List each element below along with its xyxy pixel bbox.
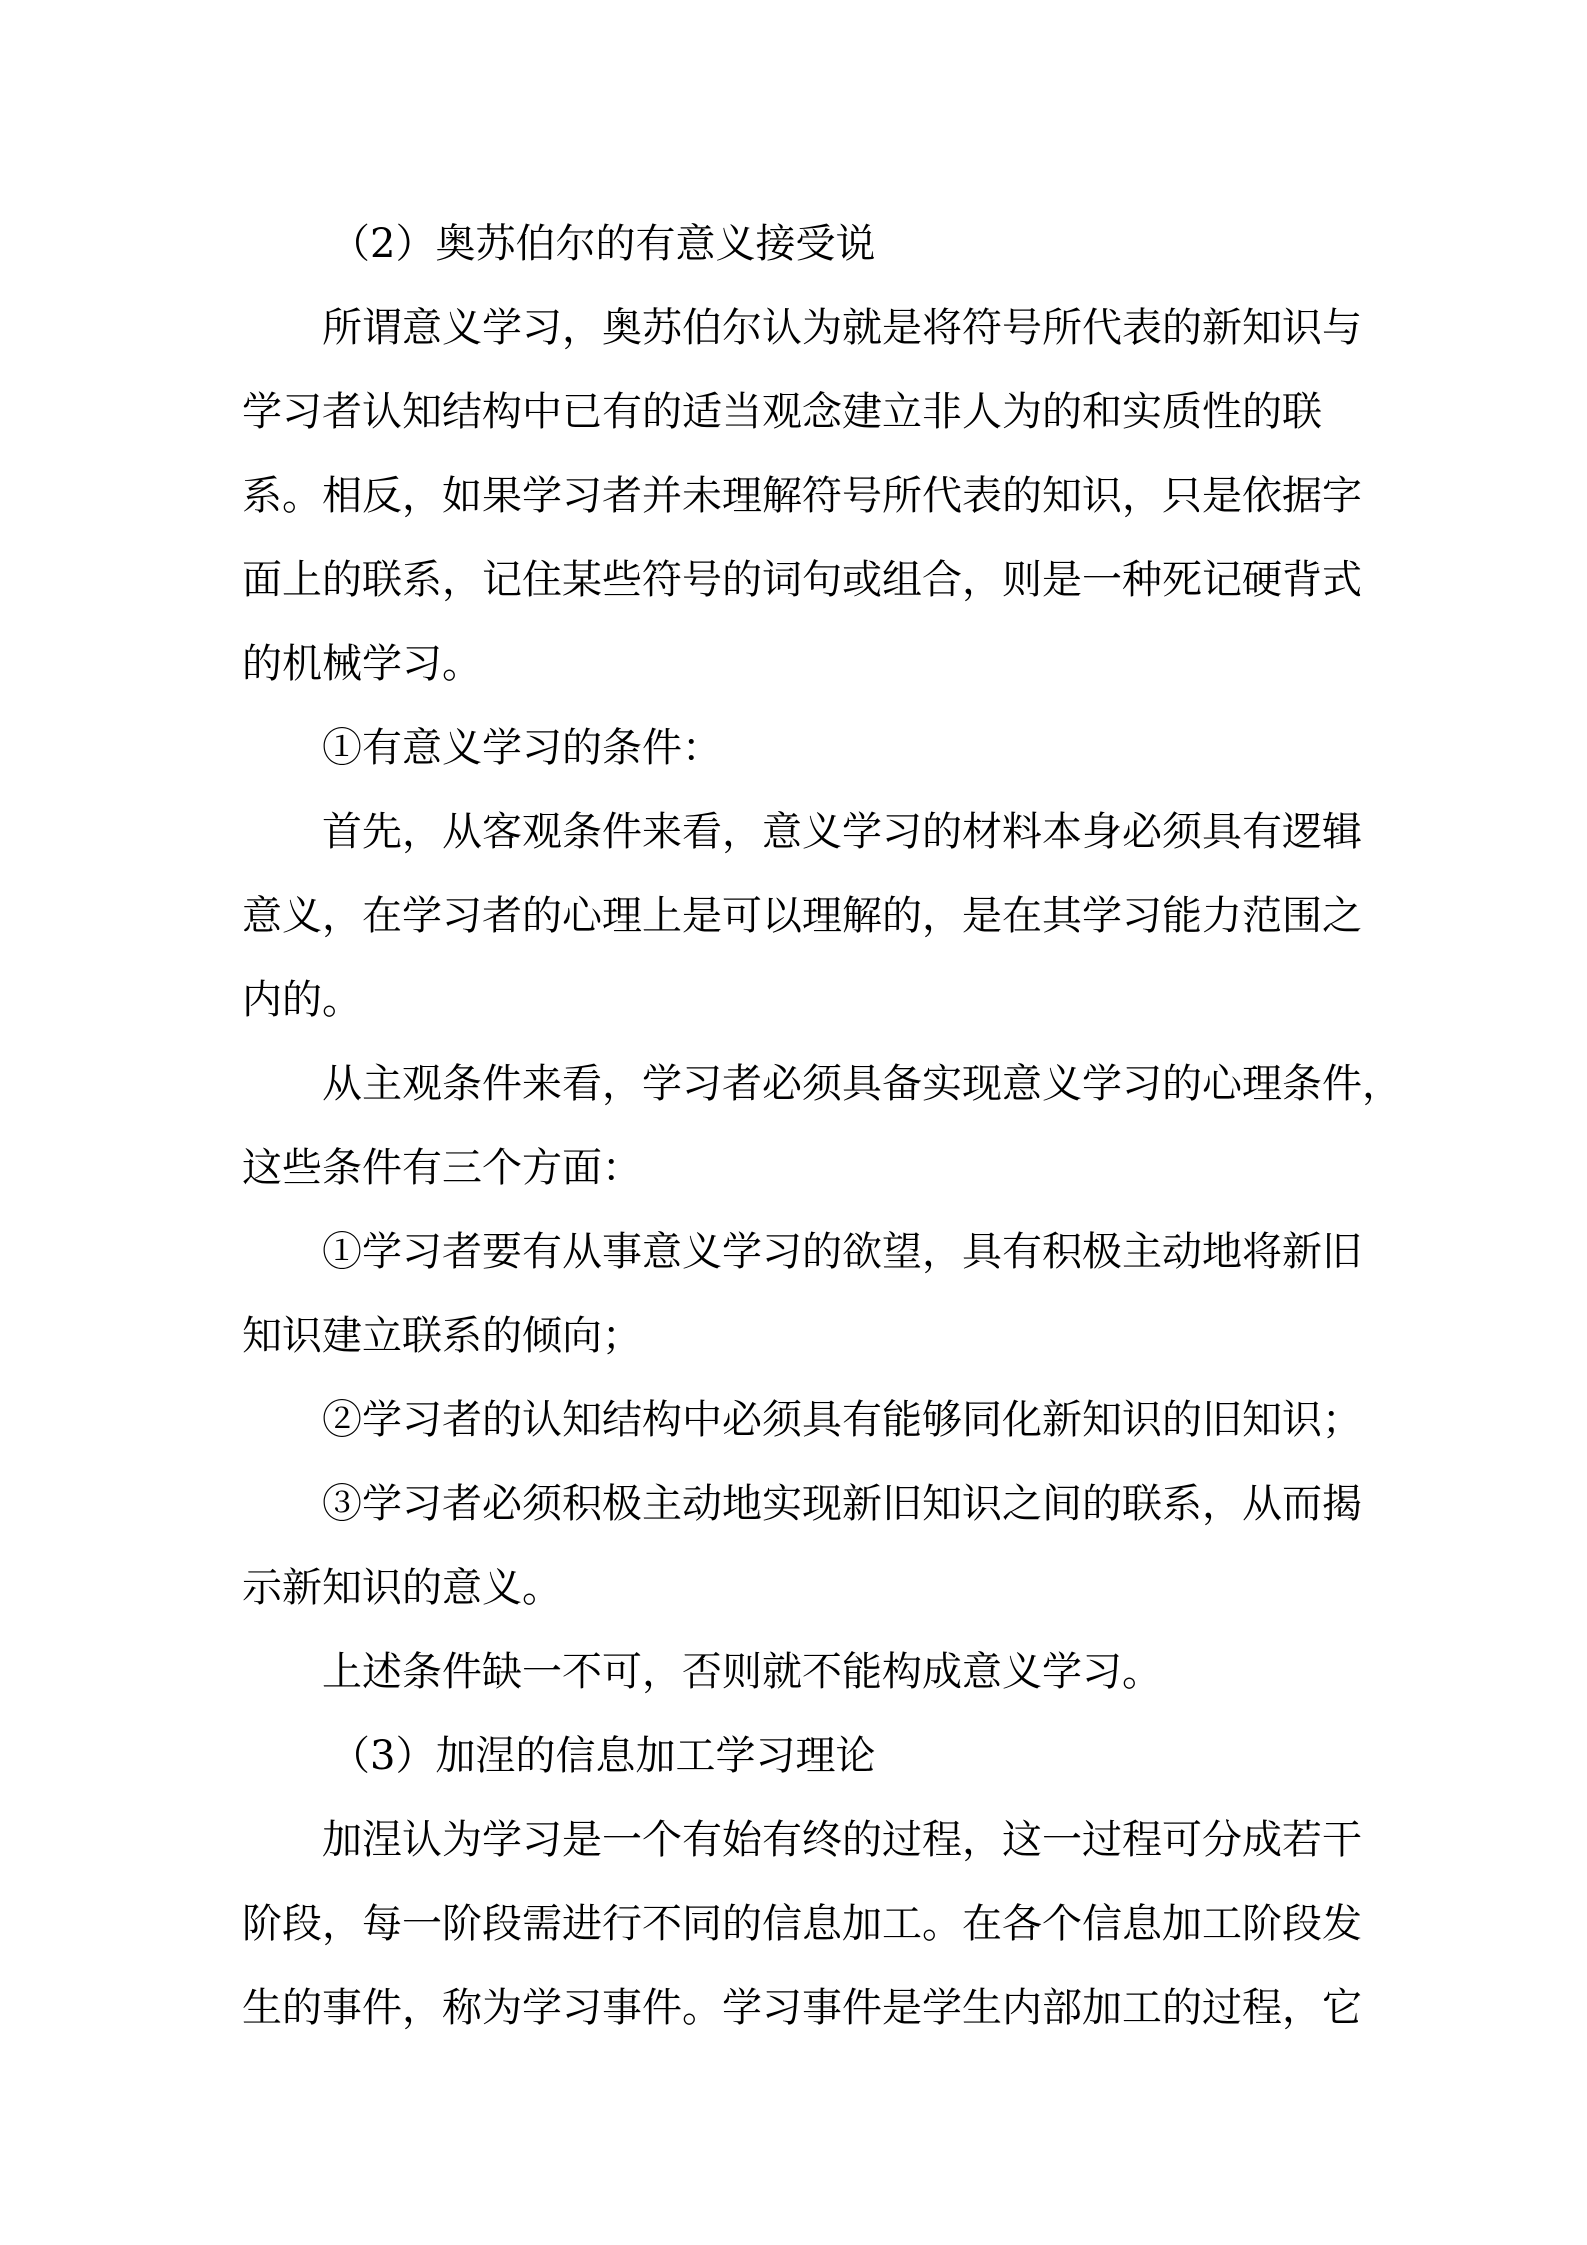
section-heading-gagne: （3）加涅的信息加工学习理论 xyxy=(330,1733,876,1779)
paragraph-line: 的机械学习。 xyxy=(242,641,482,687)
document-page xyxy=(242,202,1402,2050)
paragraph-line: 面上的联系，记住某些符号的词句或组合，则是一种死记硬背式 xyxy=(242,557,1362,603)
paragraph-line: 从主观条件来看，学习者必须具备实现意义学习的心理条件， xyxy=(322,1061,1402,1107)
list-item-2: ②学习者的认知结构中必须具有能够同化新知识的旧知识； xyxy=(322,1397,1362,1443)
subheading-conditions: ①有意义学习的条件： xyxy=(322,725,722,771)
list-item-3: ③学习者必须积极主动地实现新旧知识之间的联系，从而揭 xyxy=(322,1481,1362,1527)
paragraph-line: 首先，从客观条件来看，意义学习的材料本身必须具有逻辑 xyxy=(322,809,1362,855)
paragraph-line: 生的事件，称为学习事件。学习事件是学生内部加工的过程，它 xyxy=(242,1985,1362,2031)
paragraph-line: 意义，在学习者的心理上是可以理解的，是在其学习能力范围之 xyxy=(242,893,1362,939)
paragraph-line: 加涅认为学习是一个有始有终的过程，这一过程可分成若干 xyxy=(322,1817,1362,1863)
section-heading-ausubel: （2）奥苏伯尔的有意义接受说 xyxy=(330,221,876,267)
list-item-1: ①学习者要有从事意义学习的欲望，具有积极主动地将新旧 xyxy=(322,1229,1362,1275)
list-item-3-cont: 示新知识的意义。 xyxy=(242,1565,562,1611)
paragraph-line: 系。相反，如果学习者并未理解符号所代表的知识，只是依据字 xyxy=(242,473,1362,519)
list-item-1-cont: 知识建立联系的倾向； xyxy=(242,1313,642,1359)
paragraph-line: 内的。 xyxy=(242,977,362,1023)
paragraph-line: 所谓意义学习，奥苏伯尔认为就是将符号所代表的新知识与 xyxy=(322,305,1362,351)
paragraph-line: 阶段，每一阶段需进行不同的信息加工。在各个信息加工阶段发 xyxy=(242,1901,1362,1947)
paragraph-line: 这些条件有三个方面： xyxy=(242,1145,642,1191)
paragraph-line: 上述条件缺一不可，否则就不能构成意义学习。 xyxy=(322,1649,1162,1695)
paragraph-line: 学习者认知结构中已有的适当观念建立非人为的和实质性的联 xyxy=(242,389,1322,435)
